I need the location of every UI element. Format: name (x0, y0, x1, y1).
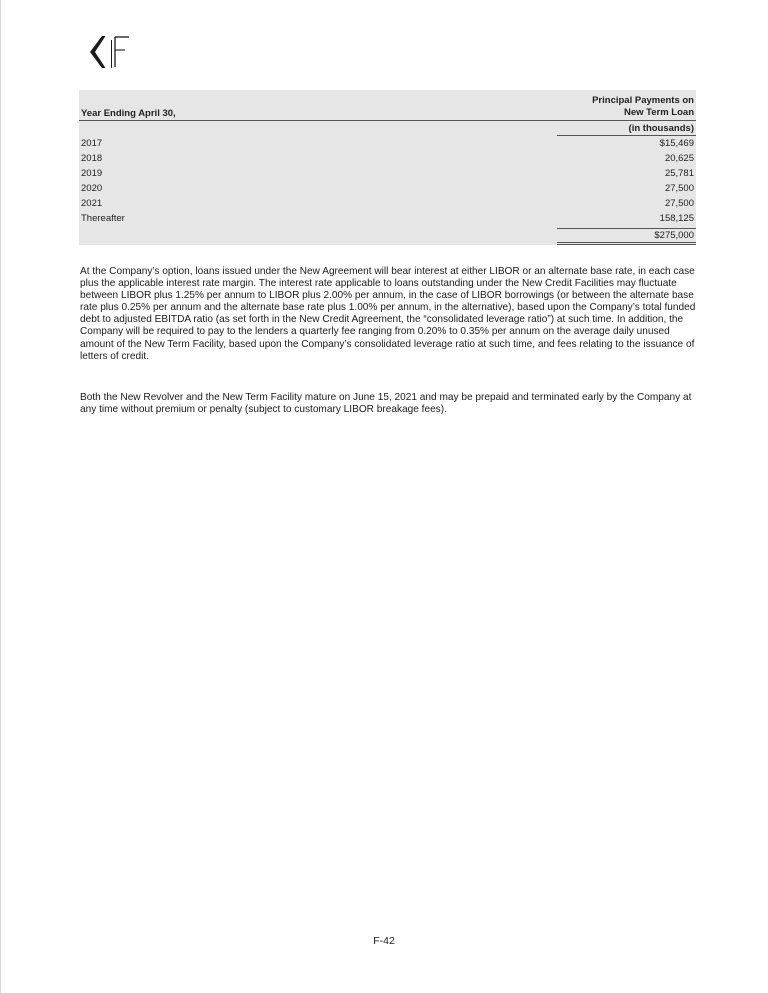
header-year-ending: Year Ending April 30, (81, 108, 176, 119)
row-year: Thereafter (81, 213, 125, 224)
row-amount: 158,125 (659, 213, 694, 224)
row-year: 2018 (81, 153, 103, 164)
row-amount: 27,500 (664, 183, 694, 194)
total-double-rule-top (557, 242, 696, 243)
table-row (79, 182, 696, 197)
row-year: 2017 (81, 138, 103, 149)
header-payments-line2: New Term Loan (623, 107, 694, 118)
row-amount: 25,781 (664, 168, 694, 179)
units-label: (in thousands) (628, 123, 694, 134)
page-number: F-42 (373, 935, 395, 947)
row-amount: $15,469 (659, 138, 694, 149)
table-header (79, 90, 696, 120)
row-year: 2020 (81, 183, 103, 194)
row-amount: 20,625 (664, 153, 694, 164)
units-divider (557, 135, 696, 136)
row-year: 2021 (81, 198, 103, 209)
page-left-edge (0, 0, 1, 993)
header-divider (79, 120, 696, 121)
table-row (79, 137, 696, 152)
table-row (79, 212, 696, 227)
principal-payments-table (79, 90, 696, 245)
maturity-paragraph: Both the New Revolver and the New Term Facility mature on June 15, 2021 and may be prepaid and terminated early by the Company at any time without premium or penalty (subject to customary LIBOR breakage fees). (80, 392, 692, 416)
table-row (79, 197, 696, 212)
header-payments-line1: Principal Payments on (592, 95, 694, 106)
interest-rate-paragraph: At the Company’s option, loans issued under the New Agreement will bear interest at either LIBOR or an alternate base rate, in each case plus the applicable interest rate margin. The interest rate applicable to loans outstanding under the New Credit Facilities may fluctuate between LIBOR plus 1.25% per annum to LIBOR plus 2.00% per annum, in the case of LIBOR borrowings (or between the alternate base rate plus 0.25% per annum and the alternate base rate plus 1.00% per annum, in the alternative), based upon the Company’s total funded debt to adjusted EBITDA ratio (as set forth in the New Credit Agreement, the “consolidated leverage ratio”) at such time. In addition, the Company will be required to pay to the lenders a quarterly fee ranging from 0.20% to 0.35% per annum on the average daily unused amount of the New Term Facility, based upon the Company’s consolidated leverage ratio at such time, and fees relating to the issuance of letters of credit. (80, 266, 696, 362)
table-row (79, 167, 696, 182)
total-amount: $275,000 (654, 230, 694, 241)
table-row (79, 152, 696, 167)
kf-logo-icon (86, 33, 136, 71)
row-year: 2019 (81, 168, 103, 179)
header-principal-payments (592, 95, 694, 119)
row-amount: 27,500 (664, 198, 694, 209)
total-double-rule-bottom (557, 244, 696, 245)
